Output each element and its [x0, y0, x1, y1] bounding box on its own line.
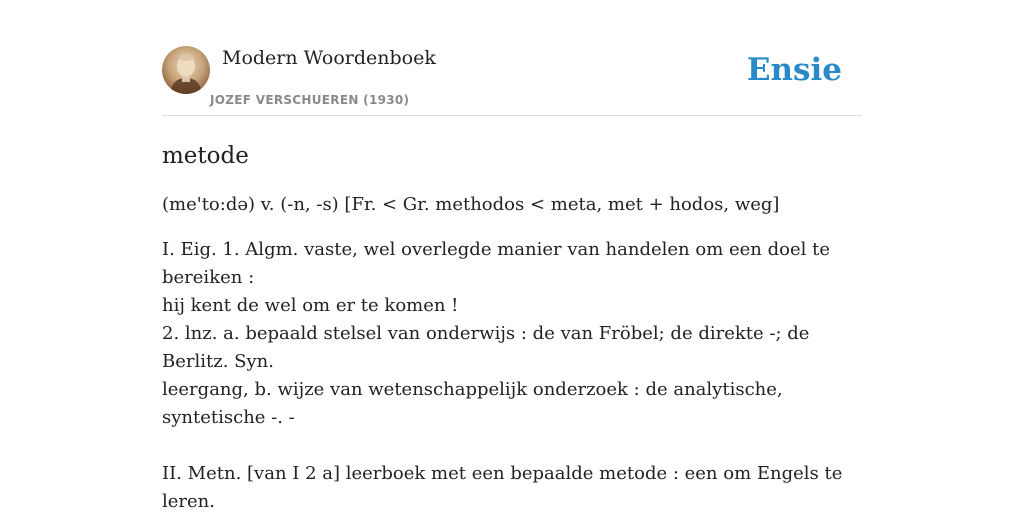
entry-definition: [162, 236, 862, 512]
dictionary-header: [162, 46, 862, 116]
portrait-photo-icon: [162, 46, 210, 94]
definition-second-sense: II. Metn. [van I 2 a] leerboek met een bepaalde metode : een om Engels te leren.: [162, 463, 843, 512]
definition-line: hij kent de wel om er te komen !: [162, 295, 459, 316]
definition-line: I. Eig. 1. Algm. vaste, wel overlegde manier van handelen om een doel te bereiken :: [162, 239, 830, 288]
ensie-logo-link[interactable]: Ensie: [746, 52, 842, 88]
spacer: [162, 432, 862, 460]
definition-line: 2. lnz. a. bepaald stelsel van onderwijs : de van Fröbel; de direkte -; de Berlitz. Syn.: [162, 323, 810, 372]
page: [162, 0, 862, 512]
author-name: JOZEF VERSCHUEREN (1930): [210, 93, 410, 107]
definition-line: leergang, b. wijze van wetenschappelijk onderzoek : de analytische, syntetische -. -: [162, 379, 783, 428]
entry-pronunciation: (me'to:də) v. (-n, -s) [Fr. < Gr. methodos < meta, met + hodos, weg]: [162, 194, 780, 215]
entry-headword: metode: [162, 143, 249, 169]
book-title[interactable]: Modern Woordenboek: [222, 47, 436, 69]
